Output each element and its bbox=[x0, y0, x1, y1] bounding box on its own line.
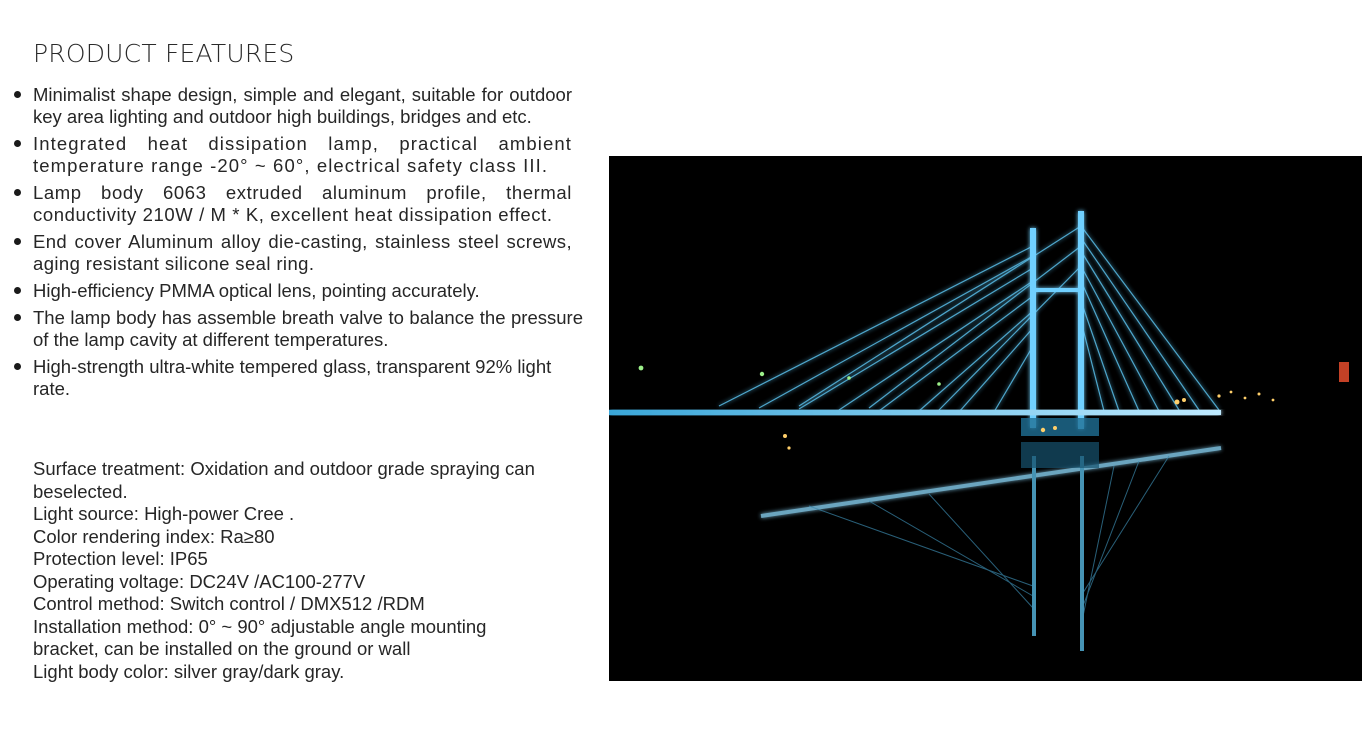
feature-text: Integrated heat dissipation lamp, practical ambient temperature range -20° ~ 60°, electrical safety class III. bbox=[33, 133, 572, 176]
feature-text: The lamp body has assemble breath valve to balance the pressure of the lamp cavity at different temperatures. bbox=[33, 307, 583, 350]
feature-item bbox=[0, 356, 578, 400]
bridge-deck bbox=[609, 410, 1221, 415]
feature-text: End cover Aluminum alloy die-casting, stainless steel screws, aging resistant silicone seal ring. bbox=[33, 231, 572, 274]
bridge-illustration bbox=[609, 156, 1362, 681]
feature-text: High-efficiency PMMA optical lens, pointing accurately. bbox=[33, 280, 480, 301]
spec-installation-method: Installation method: 0° ~ 90° adjustable angle mounting bracket, can be installed on the ground or wall bbox=[33, 615, 492, 659]
page-title: PRODUCT FEATURES bbox=[33, 39, 295, 68]
distant-building bbox=[1339, 362, 1349, 382]
feature-item bbox=[0, 182, 572, 226]
spec-color-rendering: Color rendering index: Ra≥80 bbox=[33, 525, 275, 547]
bullet-icon bbox=[14, 140, 21, 147]
spec-protection-level: Protection level: IP65 bbox=[33, 548, 208, 569]
bullet-icon bbox=[14, 189, 21, 196]
bullet-icon bbox=[14, 314, 21, 321]
feature-item bbox=[0, 231, 572, 275]
feature-item bbox=[0, 280, 600, 302]
feature-list bbox=[0, 84, 600, 405]
bullet-icon bbox=[14, 238, 21, 245]
bridge-night-photo bbox=[609, 156, 1362, 681]
bullet-icon bbox=[14, 91, 21, 98]
bullet-icon bbox=[14, 363, 21, 370]
bullet-icon bbox=[14, 287, 21, 294]
feature-text: Lamp body 6063 extruded aluminum profile, thermal conductivity 210W / M * K, excellent heat dissipation effect. bbox=[33, 182, 572, 225]
bridge-pier bbox=[1021, 418, 1099, 436]
spec-light-source: Light source: High-power Cree . bbox=[33, 503, 295, 524]
feature-item bbox=[0, 133, 572, 177]
feature-item bbox=[0, 307, 583, 351]
spec-control-method: Control method: Switch control / DMX512 /RDM bbox=[33, 593, 425, 614]
spec-list bbox=[33, 458, 593, 683]
spec-body-color: Light body color: silver gray/dark gray. bbox=[33, 660, 345, 682]
spec-surface-treatment: Surface treatment: Oxidation and outdoor grade spraying can beselected. bbox=[33, 458, 540, 502]
feature-text: High-strength ultra-white tempered glass, transparent 92% light rate. bbox=[33, 356, 552, 399]
feature-item bbox=[0, 84, 572, 128]
feature-text: Minimalist shape design, simple and elegant, suitable for outdoor key area lighting and outdoor high buildings, bridges and etc. bbox=[33, 84, 572, 127]
spec-operating-voltage: Operating voltage: DC24V /AC100-277V bbox=[33, 570, 366, 592]
